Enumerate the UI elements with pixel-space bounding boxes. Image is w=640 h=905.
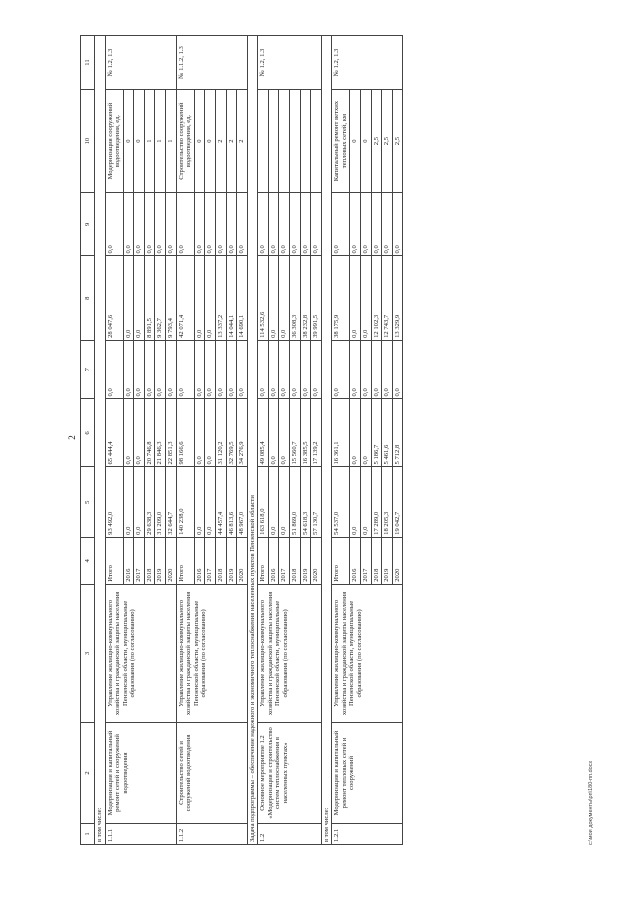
col-header-9: 9	[81, 193, 95, 256]
col8-cell: 38 175,9	[332, 256, 350, 340]
federal-cell: 0,0	[205, 399, 216, 467]
col8-cell: 9 793,4	[166, 256, 177, 340]
indicator-value: 2,5	[392, 90, 403, 193]
column-number-row	[81, 36, 95, 845]
col9-cell: 0,0	[382, 193, 393, 256]
measure-name: Модернизация и капитальный ремонт сетей и сооружений водоотведения	[105, 723, 176, 824]
indicator-value: 2	[237, 90, 248, 193]
col8-cell: 0,0	[279, 256, 290, 340]
year-cell: 2016	[268, 537, 279, 584]
col9-cell: 0,0	[144, 193, 155, 256]
col7-cell: 0,0	[166, 340, 177, 399]
col9-cell: 0,0	[166, 193, 177, 256]
federal-cell: 0,0	[123, 399, 134, 467]
section-heading: в том числе:	[321, 36, 332, 845]
executor: Управление жилищно-коммунального хозяйства и гражданской защиты населения Пензенской области, муниципальные образования (по согласованию)	[176, 584, 247, 722]
executor: Управление жилищно-коммунального хозяйства и гражданской защиты населения Пензенской области, муниципальные образования (по согласованию)	[105, 584, 176, 722]
col9-cell: 0,0	[205, 193, 216, 256]
section-heading: в том числе:	[95, 36, 106, 845]
indicator-value: 2	[226, 90, 237, 193]
federal-cell: 31 120,2	[215, 399, 226, 467]
total-cell: 0,0	[134, 467, 145, 537]
measure-name: Основное мероприятие 1.2 «Модернизация и строительство систем теплоснабжения в населенных пунктах»	[258, 723, 321, 824]
total-cell: 0,0	[205, 467, 216, 537]
indicator-value: 1	[166, 90, 177, 193]
col8-cell: 8 891,5	[144, 256, 155, 340]
col9-cell: 0,0	[194, 193, 205, 256]
year-cell: 2018	[371, 537, 382, 584]
col8-cell: 0,0	[268, 256, 279, 340]
col9-cell: 0,0	[155, 193, 166, 256]
federal-cell: 0,0	[361, 399, 372, 467]
table-row	[258, 36, 269, 845]
indicator-ref: № 1.2, 1.3	[105, 36, 176, 90]
col8-cell: 0,0	[205, 256, 216, 340]
col8-cell: 0,0	[350, 256, 361, 340]
indicator-value: 0	[134, 90, 145, 193]
total-cell: 0,0	[361, 467, 372, 537]
year-cell: 2018	[289, 537, 300, 584]
col8-cell: 0,0	[194, 256, 205, 340]
federal-cell: 5 186,7	[371, 399, 382, 467]
col7-cell: 0,0	[371, 340, 382, 399]
item-number: 1.1.2	[176, 823, 247, 844]
col9-cell: 0,0	[279, 193, 290, 256]
col8-cell: 28 047,6	[105, 256, 123, 340]
indicator-value: 0	[361, 90, 372, 193]
year-cell: Итого	[176, 537, 194, 584]
col7-cell: 0,0	[350, 340, 361, 399]
col7-cell: 0,0	[105, 340, 123, 399]
federal-cell: 20 746,8	[144, 399, 155, 467]
year-cell: 2017	[134, 537, 145, 584]
indicator-value	[268, 90, 279, 193]
year-cell: 2020	[166, 537, 177, 584]
indicator-value: 1	[144, 90, 155, 193]
col9-cell: 0,0	[105, 193, 123, 256]
col7-cell: 0,0	[155, 340, 166, 399]
indicator-name: Модернизация сооружений водоотведения, ед.	[105, 90, 123, 193]
federal-cell: 98 166,6	[176, 399, 194, 467]
federal-cell: 5 461,6	[382, 399, 393, 467]
col7-cell: 0,0	[144, 340, 155, 399]
total-cell: 0,0	[194, 467, 205, 537]
indicator-value: 0	[123, 90, 134, 193]
col9-cell: 0,0	[371, 193, 382, 256]
total-cell: 163 618,0	[258, 467, 269, 537]
col9-cell: 0,0	[268, 193, 279, 256]
year-cell: 2019	[300, 537, 311, 584]
federal-cell: 0,0	[350, 399, 361, 467]
col7-cell: 0,0	[311, 340, 322, 399]
total-cell: 17 289,0	[371, 467, 382, 537]
col8-cell: 36 308,3	[289, 256, 300, 340]
col9-cell: 0,0	[392, 193, 403, 256]
total-cell: 0,0	[268, 467, 279, 537]
indicator-name	[258, 90, 269, 193]
federal-cell: 34 276,9	[237, 399, 248, 467]
total-cell: 29 638,3	[144, 467, 155, 537]
col9-cell: 0,0	[361, 193, 372, 256]
indicator-value: 0	[194, 90, 205, 193]
year-cell: 2016	[123, 537, 134, 584]
indicator-ref: № 1.2, 1.3	[332, 36, 403, 90]
col-header-8: 8	[81, 256, 95, 340]
col7-cell: 0,0	[134, 340, 145, 399]
col7-cell: 0,0	[258, 340, 269, 399]
indicator-ref: № 1.1.2, 1.3	[176, 36, 247, 90]
col-header-5: 5	[81, 467, 95, 537]
indicator-value	[289, 90, 300, 193]
program-table	[80, 35, 403, 845]
total-cell: 31 209,0	[155, 467, 166, 537]
federal-cell: 22 851,3	[166, 399, 177, 467]
col9-cell: 0,0	[311, 193, 322, 256]
col7-cell: 0,0	[176, 340, 194, 399]
section-row	[247, 36, 258, 845]
year-cell: Итого	[105, 537, 123, 584]
total-cell: 0,0	[279, 467, 290, 537]
measure-name: Модернизация и капитальный ремонт тепловых сетей и сооружений	[332, 723, 403, 824]
indicator-ref: № 1.2, 1.3	[258, 36, 321, 90]
col8-cell: 42 071,4	[176, 256, 194, 340]
year-cell: Итого	[332, 537, 350, 584]
total-cell: 44 457,4	[215, 467, 226, 537]
col9-cell: 0,0	[134, 193, 145, 256]
col7-cell: 0,0	[237, 340, 248, 399]
federal-cell: 21 846,3	[155, 399, 166, 467]
col8-cell: 14 044,1	[226, 256, 237, 340]
col9-cell: 0,0	[258, 193, 269, 256]
col8-cell: 39 991,5	[311, 256, 322, 340]
col7-cell: 0,0	[279, 340, 290, 399]
col7-cell: 0,0	[226, 340, 237, 399]
indicator-name: Капитальный ремонт ветхих тепловых сетей, км	[332, 90, 350, 193]
year-cell: 2020	[392, 537, 403, 584]
year-cell: 2017	[361, 537, 372, 584]
federal-cell: 17 139,2	[311, 399, 322, 467]
col7-cell: 0,0	[205, 340, 216, 399]
total-cell: 51 869,0	[289, 467, 300, 537]
col7-cell: 0,0	[361, 340, 372, 399]
page-number: 2	[67, 435, 77, 440]
col-header-6: 6	[81, 399, 95, 467]
col8-cell: 114 532,6	[258, 256, 269, 340]
col9-cell: 0,0	[237, 193, 248, 256]
indicator-value	[279, 90, 290, 193]
total-cell: 18 205,3	[382, 467, 393, 537]
year-cell: 2018	[215, 537, 226, 584]
federal-cell: 49 085,4	[258, 399, 269, 467]
total-cell: 54 618,3	[300, 467, 311, 537]
item-number: 1.2	[258, 823, 321, 844]
year-cell: 2019	[226, 537, 237, 584]
col8-cell: 14 690,1	[237, 256, 248, 340]
col8-cell: 38 232,8	[300, 256, 311, 340]
col7-cell: 0,0	[332, 340, 350, 399]
year-cell: 2017	[205, 537, 216, 584]
year-cell: 2016	[350, 537, 361, 584]
indicator-value	[311, 90, 322, 193]
col9-cell: 0,0	[215, 193, 226, 256]
measure-name: Строительство сетей и сооружений водоотведения	[176, 723, 247, 824]
table-row	[332, 36, 350, 845]
col7-cell: 0,0	[215, 340, 226, 399]
col8-cell: 9 362,7	[155, 256, 166, 340]
col8-cell: 12 102,3	[371, 256, 382, 340]
federal-cell: 32 769,5	[226, 399, 237, 467]
col9-cell: 0,0	[300, 193, 311, 256]
year-cell: 2016	[194, 537, 205, 584]
col7-cell: 0,0	[289, 340, 300, 399]
section-row	[321, 36, 332, 845]
table-row	[176, 36, 194, 845]
indicator-name: Строительство сооружений водоотведения, ед.	[176, 90, 194, 193]
total-cell: 48 967,0	[237, 467, 248, 537]
col7-cell: 0,0	[382, 340, 393, 399]
col8-cell: 0,0	[123, 256, 134, 340]
col-header-11: 11	[81, 36, 95, 90]
col9-cell: 0,0	[332, 193, 350, 256]
col9-cell: 0,0	[289, 193, 300, 256]
indicator-value: 1	[155, 90, 166, 193]
indicator-value: 0	[205, 90, 216, 193]
section-row	[95, 36, 106, 845]
col8-cell: 13 329,9	[392, 256, 403, 340]
col-header-7: 7	[81, 340, 95, 399]
year-cell: 2020	[237, 537, 248, 584]
total-cell: 19 042,7	[392, 467, 403, 537]
table-row	[105, 36, 123, 845]
federal-cell: 0,0	[268, 399, 279, 467]
total-cell: 140 238,0	[176, 467, 194, 537]
col9-cell: 0,0	[226, 193, 237, 256]
col8-cell: 12 743,7	[382, 256, 393, 340]
indicator-value: 0	[350, 90, 361, 193]
table-body	[95, 36, 403, 845]
executor: Управление жилищно-коммунального хозяйства и гражданской защиты населения Пензенской области, муниципальные образования (по согласованию)	[258, 584, 321, 722]
year-cell: 2020	[311, 537, 322, 584]
indicator-value	[300, 90, 311, 193]
col-header-10: 10	[81, 90, 95, 193]
col7-cell: 0,0	[194, 340, 205, 399]
year-cell: Итого	[258, 537, 269, 584]
federal-cell: 0,0	[134, 399, 145, 467]
col-header-4: 4	[81, 537, 95, 584]
col8-cell: 0,0	[361, 256, 372, 340]
year-cell: 2019	[155, 537, 166, 584]
item-number: 1.1.1	[105, 823, 176, 844]
total-cell: 54 537,0	[332, 467, 350, 537]
total-cell: 0,0	[123, 467, 134, 537]
total-cell: 93 492,0	[105, 467, 123, 537]
col-header-1: 1	[81, 823, 95, 844]
col-header-2: 2	[81, 723, 95, 824]
federal-cell: 65 444,4	[105, 399, 123, 467]
col8-cell: 0,0	[134, 256, 145, 340]
total-cell: 0,0	[350, 467, 361, 537]
year-cell: 2018	[144, 537, 155, 584]
col7-cell: 0,0	[268, 340, 279, 399]
rotated-sheet	[68, 30, 598, 845]
col8-cell: 13 337,2	[215, 256, 226, 340]
col-header-3: 3	[81, 584, 95, 722]
total-cell: 46 813,6	[226, 467, 237, 537]
federal-cell: 5 712,8	[392, 399, 403, 467]
executor: Управление жилищно-коммунального хозяйства и гражданской защиты населения Пензенской области, муниципальные образования (по согласованию)	[332, 584, 403, 722]
col9-cell: 0,0	[123, 193, 134, 256]
indicator-value: 2	[215, 90, 226, 193]
col9-cell: 0,0	[350, 193, 361, 256]
col7-cell: 0,0	[392, 340, 403, 399]
col9-cell: 0,0	[176, 193, 194, 256]
federal-cell: 16 385,5	[300, 399, 311, 467]
file-path-footer: c:\мои документы\рп\180-пп.docx	[588, 760, 594, 845]
col7-cell: 0,0	[123, 340, 134, 399]
indicator-value: 2,5	[371, 90, 382, 193]
indicator-value: 2,5	[382, 90, 393, 193]
federal-cell: 0,0	[279, 399, 290, 467]
year-cell: 2017	[279, 537, 290, 584]
col7-cell: 0,0	[300, 340, 311, 399]
year-cell: 2019	[382, 537, 393, 584]
total-cell: 57 130,7	[311, 467, 322, 537]
federal-cell: 15 560,7	[289, 399, 300, 467]
section-heading: Задача подпрограммы – обеспечение надежного и экономичного теплоснабжения населенных пунктов Пензенской области	[247, 36, 258, 845]
total-cell: 32 644,7	[166, 467, 177, 537]
item-number: 1.2.1	[332, 823, 403, 844]
federal-cell: 16 361,1	[332, 399, 350, 467]
federal-cell: 0,0	[194, 399, 205, 467]
